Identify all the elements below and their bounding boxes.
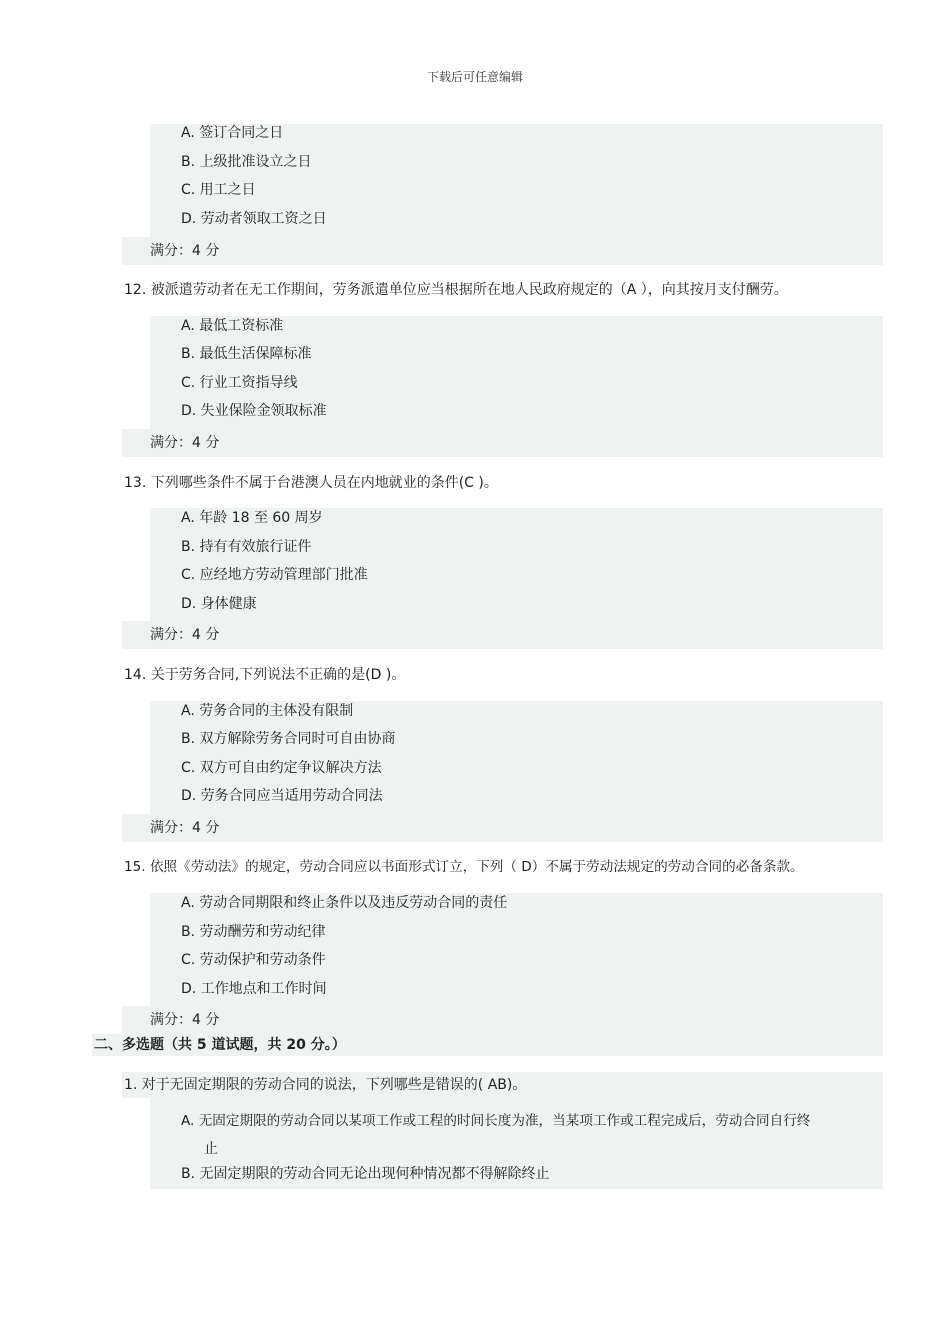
section-heading: 二、多选题（共 5 道试题，共 20 分。）: [94, 1037, 346, 1053]
option-d: D. 工作地点和工作时间: [181, 981, 327, 997]
option-b: B. 持有有效旅行证件: [181, 539, 312, 555]
option-a: A. 劳动合同期限和终止条件以及违反劳动合同的责任: [181, 895, 508, 911]
score-background-q14: [122, 814, 883, 842]
option-a: A. 劳务合同的主体没有限制: [181, 703, 354, 719]
page-header: 下载后可任意编辑: [426, 70, 523, 84]
score-label: 满分：4 分: [150, 627, 220, 643]
option-b: B. 劳动酬劳和劳动纪律: [181, 924, 326, 940]
question-multi-1: 1. 对于无固定期限的劳动合同的说法，下列哪些是错误的( AB)。: [124, 1077, 527, 1093]
option-a: A. 签订合同之日: [181, 125, 284, 141]
score-background-q15: [122, 1006, 883, 1034]
score-label: 满分：4 分: [150, 820, 220, 836]
option-d: D. 身体健康: [181, 596, 257, 612]
score-label: 满分：4 分: [150, 1012, 220, 1028]
score-background-q12: [122, 429, 883, 457]
option-a: A. 年龄 18 至 60 周岁: [181, 510, 323, 526]
option-b: B. 双方解除劳务合同时可自由协商: [181, 731, 396, 747]
score-label: 满分：4 分: [150, 243, 220, 259]
option-c: C. 用工之日: [181, 182, 256, 198]
option-d: D. 劳务合同应当适用劳动合同法: [181, 788, 383, 804]
question-12: 12. 被派遣劳动者在无工作期间，劳务派遣单位应当根据所在地人民政府规定的（A ），向其按月支付酬劳。: [124, 282, 788, 298]
question-14: 14. 关于劳务合同,下列说法不正确的是(D )。: [124, 667, 406, 683]
score-label: 满分：4 分: [150, 435, 220, 451]
option-d: D. 劳动者领取工资之日: [181, 211, 327, 227]
option-a: A. 最低工资标准: [181, 318, 284, 334]
score-background-q11: [122, 237, 883, 265]
question-15: 15. 依照《劳动法》的规定，劳动合同应以书面形式订立，下列（ D）不属于劳动法规定的劳动合同的必备条款。: [124, 859, 804, 875]
option-c: C. 双方可自由约定争议解决方法: [181, 760, 382, 776]
option-c: C. 应经地方劳动管理部门批准: [181, 567, 368, 583]
option-c: C. 劳动保护和劳动条件: [181, 952, 326, 968]
option-a: A. 无固定期限的劳动合同以某项工作或工程的时间长度为准，当某项工作或工程完成后，劳动合同自行终: [181, 1113, 811, 1129]
question-13: 13. 下列哪些条件不属于台港澳人员在内地就业的条件(C )。: [124, 475, 498, 491]
option-c: C. 行业工资指导线: [181, 375, 298, 391]
option-b: B. 无固定期限的劳动合同无论出现何种情况都不得解除终止: [181, 1166, 550, 1182]
option-b: B. 最低生活保障标准: [181, 346, 312, 362]
option-d: D. 失业保险金领取标准: [181, 403, 327, 419]
option-a-continued: 止: [204, 1141, 218, 1157]
score-background-q13: [122, 621, 883, 649]
option-b: B. 上级批准设立之日: [181, 154, 312, 170]
